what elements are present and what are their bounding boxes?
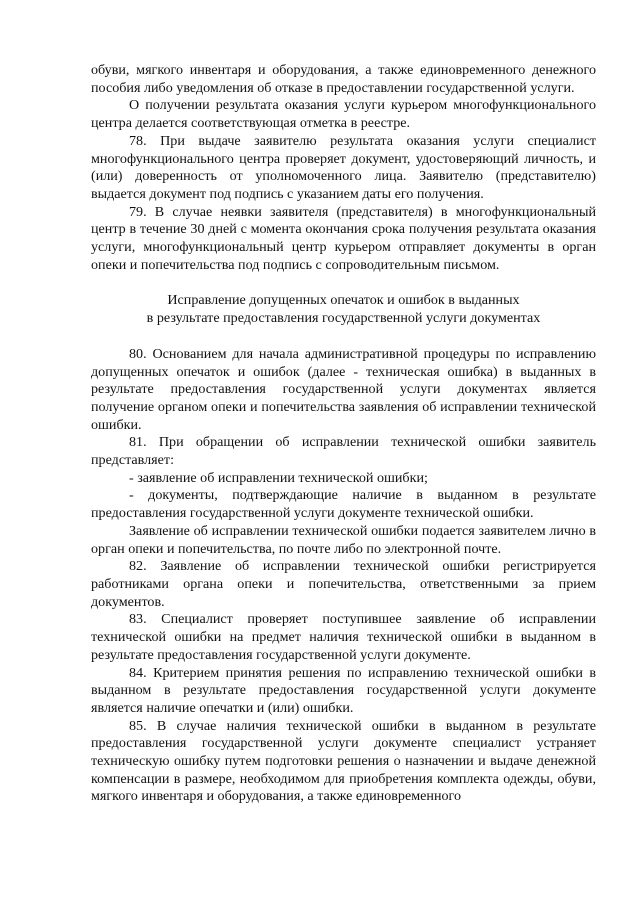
document-page — [91, 62, 596, 806]
paragraph-85: 85. В случае наличия технической ошибки в выданном в результате предоставления государственной услуги документе специалист устраняет техническую ошибку путем подготовки решения о назначении и выдаче денежной компенсации в размере, необходимом для приобретения комплекта одежды, обуви, мягкого инвентаря и оборудования, а также единовременного — [91, 717, 596, 805]
list-item-documents: - документы, подтверждающие наличие в выданном в результате предоставления государственной услуги документе технической ошибки. — [91, 487, 596, 522]
paragraph-continuation: обуви, мягкого инвентаря и оборудования, а также единовременного денежного пособия либо уведомления об отказе в предоставлении государственной услуги. — [91, 62, 596, 96]
section-heading-line-2: в результате предоставления государственной услуги документах — [146, 310, 541, 327]
list-item-application: - заявление об исправлении технической ошибки; — [129, 469, 428, 486]
paragraph-82: 82. Заявление об исправлении технической ошибки регистрируется работниками органа опеки и попечительства, ответственными за прием документов. — [91, 558, 596, 610]
paragraph-78: 78. При выдаче заявителю результата оказания услуги специалист многофункционального центра проверяет документ, удостоверяющий личность, и (или) доверенность от уполномоченного лица. Заявителю (представителю) выдается документ под подпись с указанием даты его получения. — [91, 132, 596, 202]
spacer — [91, 274, 596, 292]
paragraph-79: 79. В случае неявки заявителя (представителя) в многофункциональный центр в течение 30 дней с момента окончания срока получения результата оказания услуги, многофункциональный центр курьером отправляет документы в орган опеки и попечительства под подпись с сопроводительным письмом. — [91, 203, 596, 273]
paragraph-80: 80. Основанием для начала административной процедуры по исправлению допущенных опечаток и ошибок (далее - техническая ошибка) в выданных в результате предоставления государственной услуги документах является получение органом опеки и попечительства заявления об исправлении технической ошибки. — [91, 345, 596, 433]
paragraph-courier-note: О получении результата оказания услуги курьером многофункционального центра делается соответствующая отметка в реестре. — [91, 97, 596, 132]
paragraph-81-submission: Заявление об исправлении технической ошибки подается заявителем лично в орган опеки и попечительства, по почте либо по электронной почте. — [91, 522, 596, 557]
spacer — [91, 328, 596, 346]
paragraph-81: 81. При обращении об исправлении технической ошибки заявитель представляет: — [91, 434, 596, 469]
paragraph-83: 83. Специалист проверяет поступившее заявление об исправлении технической ошибки на предмет наличия технической ошибки в выданном в результате предоставления государственной услуги документе. — [91, 611, 596, 663]
paragraph-84: 84. Критерием принятия решения по исправлению технической ошибки в выданном в результате предоставления государственной услуги документе является наличие опечатки и (или) ошибки. — [91, 664, 596, 716]
section-heading-line-1: Исправление допущенных опечаток и ошибок в выданных — [167, 292, 520, 309]
